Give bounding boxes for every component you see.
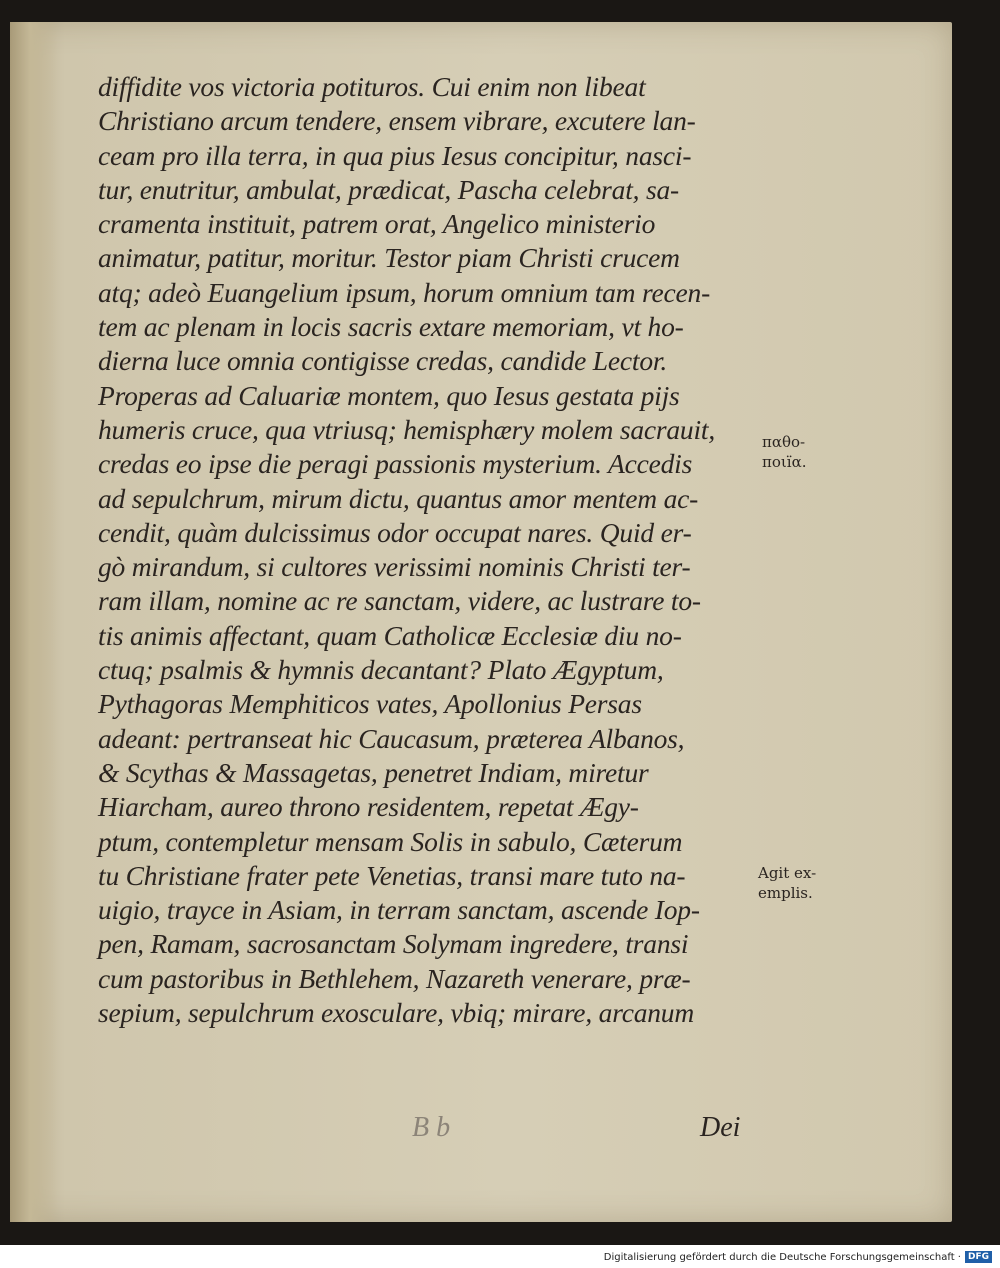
margin-note-line: Agit ex- [758, 864, 817, 882]
text-line: dierna luce omnia contigisse credas, candide Lector. [98, 345, 668, 377]
text-line: humeris cruce, qua vtriusq; hemisphæry molem sacrauit, [98, 413, 716, 445]
text-line: tem ac plenam in locis sacris extare memoriam, vt ho- [98, 311, 684, 343]
margin-note-pathopoiia [762, 432, 806, 472]
text-line: ptum, contempletur mensam Solis in sabulo, Cæterum [98, 825, 683, 857]
text-line: ceam pro illa terra, in qua pius Iesus concipitur, nasci- [98, 139, 692, 171]
main-text-block [98, 70, 778, 1130]
credit-text: Digitalisierung gefördert durch die Deutsche Forschungsgemeinschaft · [603, 1251, 961, 1263]
text-line: credas eo ipse die peragi passionis mysterium. Accedis [98, 448, 693, 480]
text-line: gò mirandum, si cultores verissimi nominis Christi ter- [98, 551, 691, 583]
text-line: tu Christiane frater pete Venetias, transi mare tuto na- [98, 859, 686, 891]
text-line: pen, Ramam, sacrosanctam Solymam ingredere, transi [98, 928, 689, 960]
text-line: ram illam, nomine ac re sanctam, videre, ac lustrare to- [98, 585, 701, 617]
text-line: sepium, sepulchrum exosculare, vbiq; mirare, arcanum [98, 997, 695, 1029]
text-line: Hiarcham, aureo throno residentem, repetat Ægy- [98, 791, 639, 823]
text-line: cramenta instituit, patrem orat, Angelico ministerio [98, 208, 656, 240]
text-line: Christiano arcum tendere, ensem vibrare, excutere lan- [98, 105, 696, 137]
text-line: uigio, trayce in Asiam, in terram sanctam, ascende Iop- [98, 894, 700, 926]
text-line: Pythagoras Memphiticos vates, Apollonius Persas [98, 688, 642, 720]
margin-note-line: ποιїα. [762, 453, 807, 471]
text-line: ctuq; psalmis & hymnis decantant? Plato Ægyptum, [98, 654, 664, 686]
dfg-logo-icon: DFG [965, 1251, 992, 1263]
text-line: cum pastoribus in Bethlehem, Nazareth venerare, præ- [98, 962, 691, 994]
margin-note-agit-exemplis [758, 863, 816, 903]
text-line: & Scythas & Massagetas, penetret Indiam, miretur [98, 756, 649, 788]
signature-mark: B b [412, 1112, 451, 1143]
text-line: tis animis affectant, quam Catholicæ Ecclesiæ diu no- [98, 619, 682, 651]
text-line: cendit, quàm dulcissimus odor occupat nares. Quid er- [98, 516, 692, 548]
margin-note-line: emplis. [758, 884, 813, 902]
text-line: diffidite vos victoria potituros. Cui enim non libeat [98, 71, 646, 102]
text-line: ad sepulchrum, mirum dictu, quantus amor mentem ac- [98, 482, 699, 514]
text-line: Properas ad Caluariæ montem, quo Iesus gestata pijs [98, 379, 680, 411]
text-line: adeant: pertranseat hic Caucasum, præterea Albanos, [98, 722, 685, 754]
text-line: atq; adeò Euangelium ipsum, horum omnium tam recen- [98, 276, 711, 308]
text-line: tur, enutritur, ambulat, prædicat, Pascha celebrat, sa- [98, 173, 679, 205]
digitization-credit [604, 1250, 992, 1264]
text-line: animatur, patitur, moritur. Testor piam Christi crucem [98, 242, 680, 274]
margin-note-line: παθο- [762, 433, 806, 451]
catchword: Dei [700, 1112, 741, 1143]
page-binding-shadow [10, 22, 58, 1222]
